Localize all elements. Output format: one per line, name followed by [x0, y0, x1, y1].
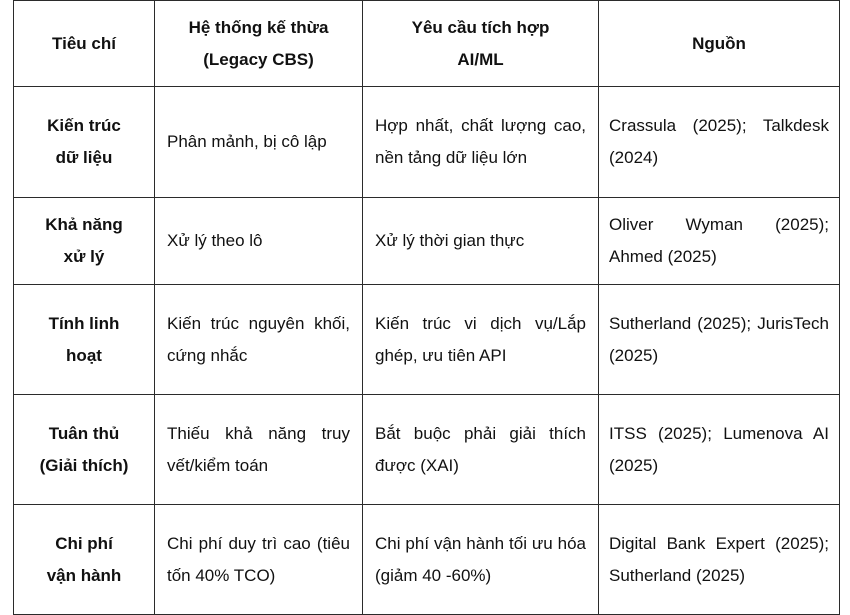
legacy-cell: Chi phí duy trì cao (tiêu tốn 40% TCO) — [155, 505, 363, 615]
aiml-cell: Bắt buộc phải giải thích được (XAI) — [363, 395, 599, 505]
aiml-cell: Hợp nhất, chất lượng cao, nền tảng dữ liệu lớn — [363, 87, 599, 198]
source-cell: Crassula (2025); Talkdesk (2024) — [599, 87, 840, 198]
criteria-cell: Tuân thủ (Giải thích) — [14, 395, 155, 505]
header-legacy: Hệ thống kế thừa (Legacy CBS) — [155, 1, 363, 87]
header-row — [14, 1, 840, 87]
table-row — [14, 395, 840, 505]
table-row — [14, 87, 840, 198]
source-cell: Digital Bank Expert (2025); Sutherland (2025) — [599, 505, 840, 615]
table-row — [14, 505, 840, 615]
criteria-cell: Tính linh hoạt — [14, 285, 155, 395]
source-cell: ITSS (2025); Lumenova AI (2025) — [599, 395, 840, 505]
aiml-cell: Xử lý thời gian thực — [363, 198, 599, 285]
source-cell: Sutherland (2025); JurisTech (2025) — [599, 285, 840, 395]
aiml-cell: Chi phí vận hành tối ưu hóa (giảm 40 -60%) — [363, 505, 599, 615]
table-row — [14, 285, 840, 395]
comparison-table — [13, 0, 840, 615]
criteria-cell: Khả năng xử lý — [14, 198, 155, 285]
header-source: Nguồn — [599, 1, 840, 87]
criteria-cell: Kiến trúc dữ liệu — [14, 87, 155, 198]
source-cell: Oliver Wyman (2025); Ahmed (2025) — [599, 198, 840, 285]
legacy-cell: Thiếu khả năng truy vết/kiểm toán — [155, 395, 363, 505]
table-row — [14, 198, 840, 285]
legacy-cell: Kiến trúc nguyên khối, cứng nhắc — [155, 285, 363, 395]
legacy-cell: Phân mảnh, bị cô lập — [155, 87, 363, 198]
header-aiml: Yêu cầu tích hợp AI/ML — [363, 1, 599, 87]
aiml-cell: Kiến trúc vi dịch vụ/Lắp ghép, ưu tiên API — [363, 285, 599, 395]
criteria-cell: Chi phí vận hành — [14, 505, 155, 615]
header-criteria: Tiêu chí — [14, 1, 155, 87]
legacy-cell: Xử lý theo lô — [155, 198, 363, 285]
